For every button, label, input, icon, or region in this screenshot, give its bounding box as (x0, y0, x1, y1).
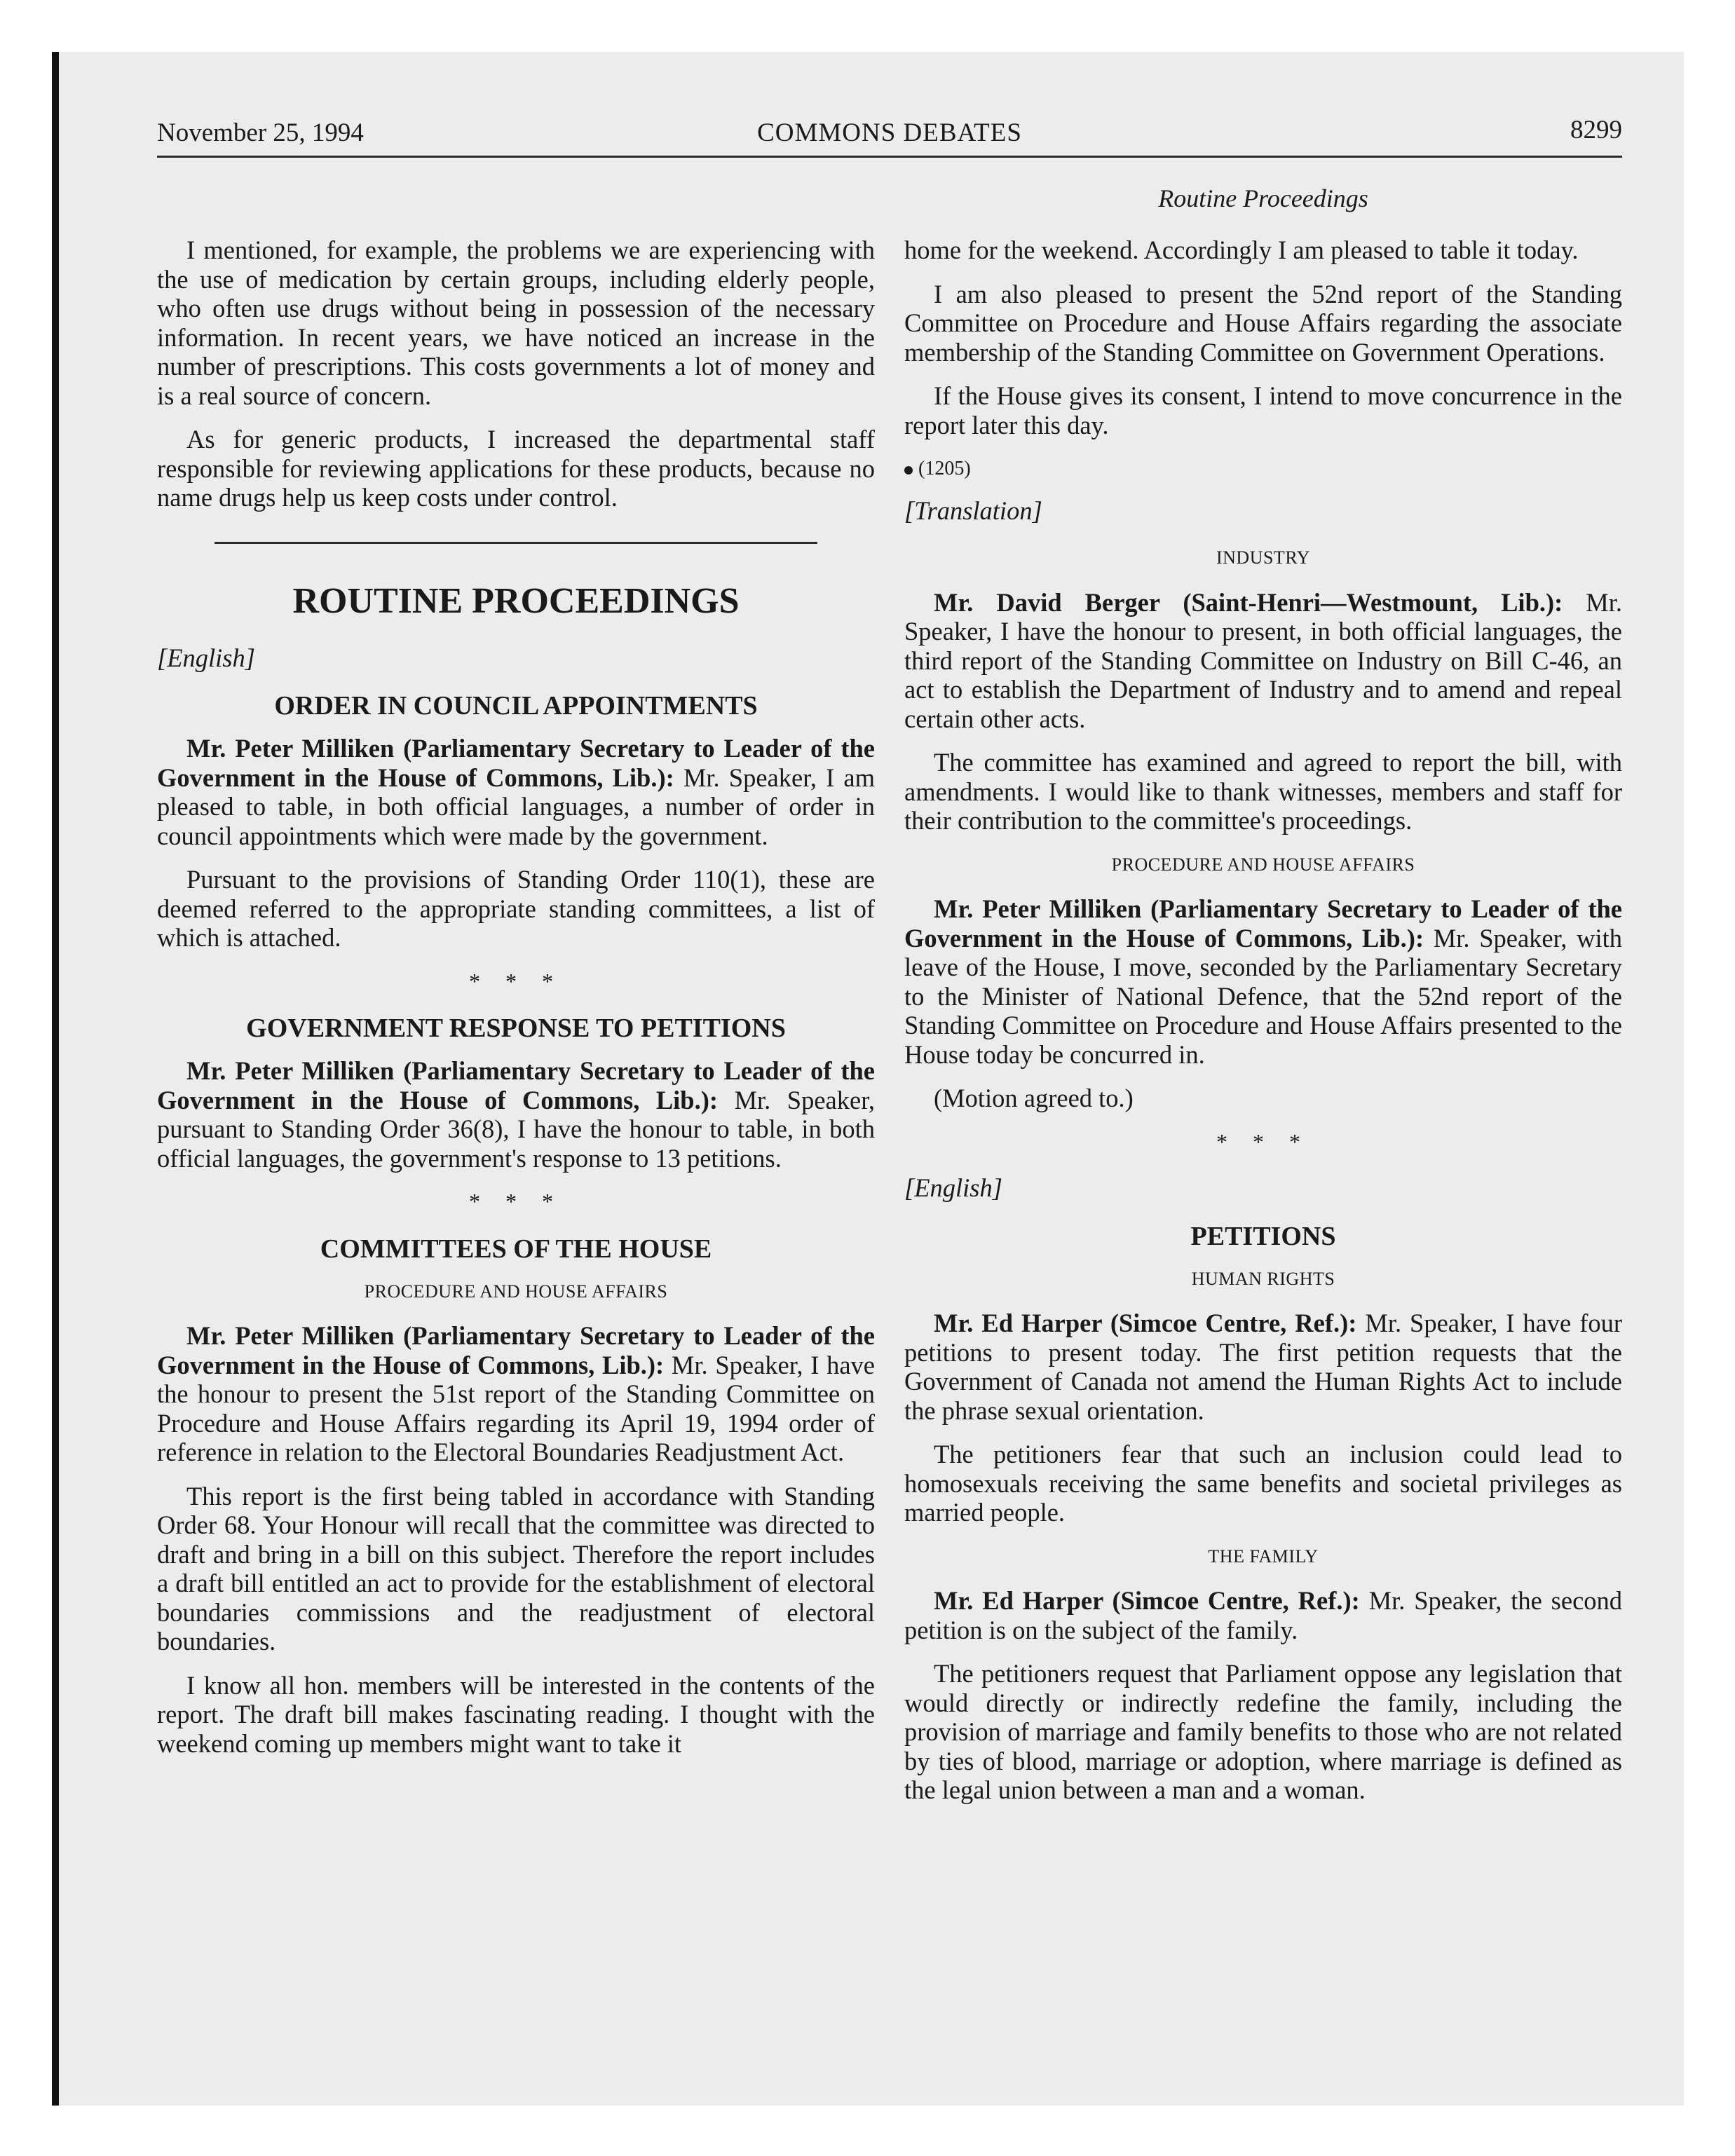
speaker-name: Mr. David Berger (Saint-Henri—Westmount, Lib.): (934, 587, 1563, 617)
speech-text: Mr. Speaker, I have the honour to present, in both official languages, the third report of the Standing Committee on Industry on Bill C-46, an act to establish the Department of Industry and to amend and repeal certain other acts. (904, 587, 1623, 733)
speech-paragraph (904, 1586, 1622, 1644)
running-head: Routine Proceedings (1158, 184, 1368, 212)
paragraph: I know all hon. members will be interested in the contents of the report. The draft bill makes fascinating reading. I thought with the weekend coming up members might want to take it (157, 1670, 875, 1758)
paragraph: The committee has examined and agreed to report the bill, with amendments. I would like to thank witnesses, members and staff for their contribution to the committee's proceedings. (904, 748, 1622, 835)
topic-heading: PROCEDURE AND HOUSE AFFAIRS (1111, 854, 1415, 875)
separator-stars: * * * (1216, 1128, 1310, 1154)
subsection-heading: ORDER IN COUNCIL APPOINTMENTS (274, 691, 758, 721)
header-date: November 25, 1994 (157, 118, 364, 147)
paragraph: I am also pleased to present the 52nd report of the Standing Committee on Procedure and House Affairs regarding the associate membership of the Standing Committee on Government Operations. (904, 279, 1622, 367)
paragraph: As for generic products, I increased the departmental staff responsible for reviewing applications for these products, because no name drugs help us keep costs under control. (157, 425, 875, 512)
paragraph: The petitioners fear that such an inclusion could lead to homosexuals receiving the same benefits and societal privileges as married people. (904, 1440, 1622, 1527)
subsection-heading: GOVERNMENT RESPONSE TO PETITIONS (246, 1014, 786, 1043)
page-number: 8299 (1570, 116, 1622, 144)
left-column (157, 236, 875, 1773)
time-marker (904, 454, 1622, 484)
paragraph: This report is the first being tabled in accordance with Standing Order 68. Your Honour will recall that the committee was directed to draft and bring in a bill on this subject. Therefore the report includes a draft bill entitled an act to provide for the establishment of electoral boundaries commissions and the readjustment of electoral boundaries. (157, 1481, 875, 1656)
right-column (904, 236, 1622, 1820)
section-divider (215, 542, 817, 544)
speech-text: Mr. Speaker, I have the honour to present the 51st report of the Standing Committee on Procedure and House Affairs regarding its April 19, 1994 order of reference in relation to the Electoral Boundaries Readjustment Act. (157, 1350, 876, 1466)
time-stamp: (1205) (918, 458, 971, 479)
speech-paragraph (157, 734, 875, 850)
speaker-name: Mr. Peter Milliken (Parliamentary Secretary to Leader of the Government in the House of Commons, Lib.): (904, 894, 1622, 953)
speech-text: Mr. Speaker, the second petition is on the subject of the family. (904, 1586, 1623, 1644)
topic-heading: PROCEDURE AND HOUSE AFFAIRS (364, 1281, 668, 1302)
topic-heading: THE FAMILY (1208, 1546, 1319, 1567)
speaker-name: Mr. Ed Harper (Simcoe Centre, Ref.): (934, 1586, 1360, 1615)
speech-text: Mr. Speaker, I am pleased to table, in both official languages, a number of order in council appointments which were made by the government. (157, 763, 876, 850)
speaker-name: Mr. Peter Milliken (Parliamentary Secretary to Leader of the Government in the House of Commons, Lib.): (157, 734, 875, 792)
speaker-name: Mr. Ed Harper (Simcoe Centre, Ref.): (934, 1309, 1357, 1337)
bullet-icon (904, 466, 913, 475)
paragraph: If the House gives its consent, I intend to move concurrence in the report later this day. (904, 381, 1622, 439)
speech-paragraph (157, 1321, 875, 1467)
separator-stars: * * * (469, 968, 563, 994)
binding-edge (52, 52, 59, 2106)
speech-text: Mr. Speaker, pursuant to Standing Order 36(8), I have the honour to table, in both official languages, the government's response to 13 petitions. (157, 1085, 876, 1173)
speech-text: Mr. Speaker, I have four petitions to present today. The first petition requests that the Government of Canada not amend the Human Rights Act to include the phrase sexual orientation. (904, 1309, 1622, 1425)
paragraph: home for the weekend. Accordingly I am pleased to table it today. (904, 236, 1579, 264)
speech-paragraph (904, 588, 1622, 734)
speech-text: Mr. Speaker, with leave of the House, I move, seconded by the Parliamentary Secretary to the Minister of National Defence, that the 52nd report of the Standing Committee on Procedure and House Affairs presented to the House today be concurred in. (904, 923, 1622, 1069)
speaker-name: Mr. Peter Milliken (Parliamentary Secretary to Leader of the Government in the House of Commons, Lib.): (157, 1056, 875, 1114)
speech-paragraph (157, 1056, 875, 1173)
section-title: ROUTINE PROCEEDINGS (292, 580, 740, 621)
language-marker: [Translation] (904, 496, 1042, 525)
topic-heading: HUMAN RIGHTS (1191, 1268, 1335, 1289)
paragraph: I mentioned, for example, the problems we are experiencing with the use of medication by certain groups, including elderly people, who often use drugs without being in possession of the necessary information. In recent years, we have noticed an increase in the number of prescriptions. This costs governments a lot of money and is a real source of concern. (157, 236, 875, 410)
separator-stars: * * * (469, 1189, 563, 1214)
subsection-heading: COMMITTEES OF THE HOUSE (320, 1234, 712, 1264)
speech-paragraph (904, 1309, 1622, 1425)
paragraph: (Motion agreed to.) (934, 1084, 1134, 1112)
header-rule (157, 156, 1622, 158)
speech-paragraph (904, 894, 1622, 1069)
language-marker: [English] (904, 1173, 1002, 1202)
paragraph: Pursuant to the provisions of Standing Order 110(1), these are deemed referred to the appropriate standing committees, a list of which is attached. (157, 865, 875, 952)
speaker-name: Mr. Peter Milliken (Parliamentary Secretary to Leader of the Government in the House of Commons, Lib.): (157, 1321, 875, 1379)
page-header (157, 112, 1622, 157)
paragraph: The petitioners request that Parliament oppose any legislation that would directly or indirectly redefine the family, including the provision of marriage and family benefits to those who are not related by ties of blood, marriage or adoption, where marriage is defined as the legal union between a man and a woman. (904, 1659, 1622, 1804)
language-marker: [English] (157, 643, 255, 672)
header-title: COMMONS DEBATES (757, 118, 1022, 147)
subsection-heading: PETITIONS (1190, 1221, 1336, 1251)
topic-heading: INDUSTRY (1216, 547, 1310, 568)
